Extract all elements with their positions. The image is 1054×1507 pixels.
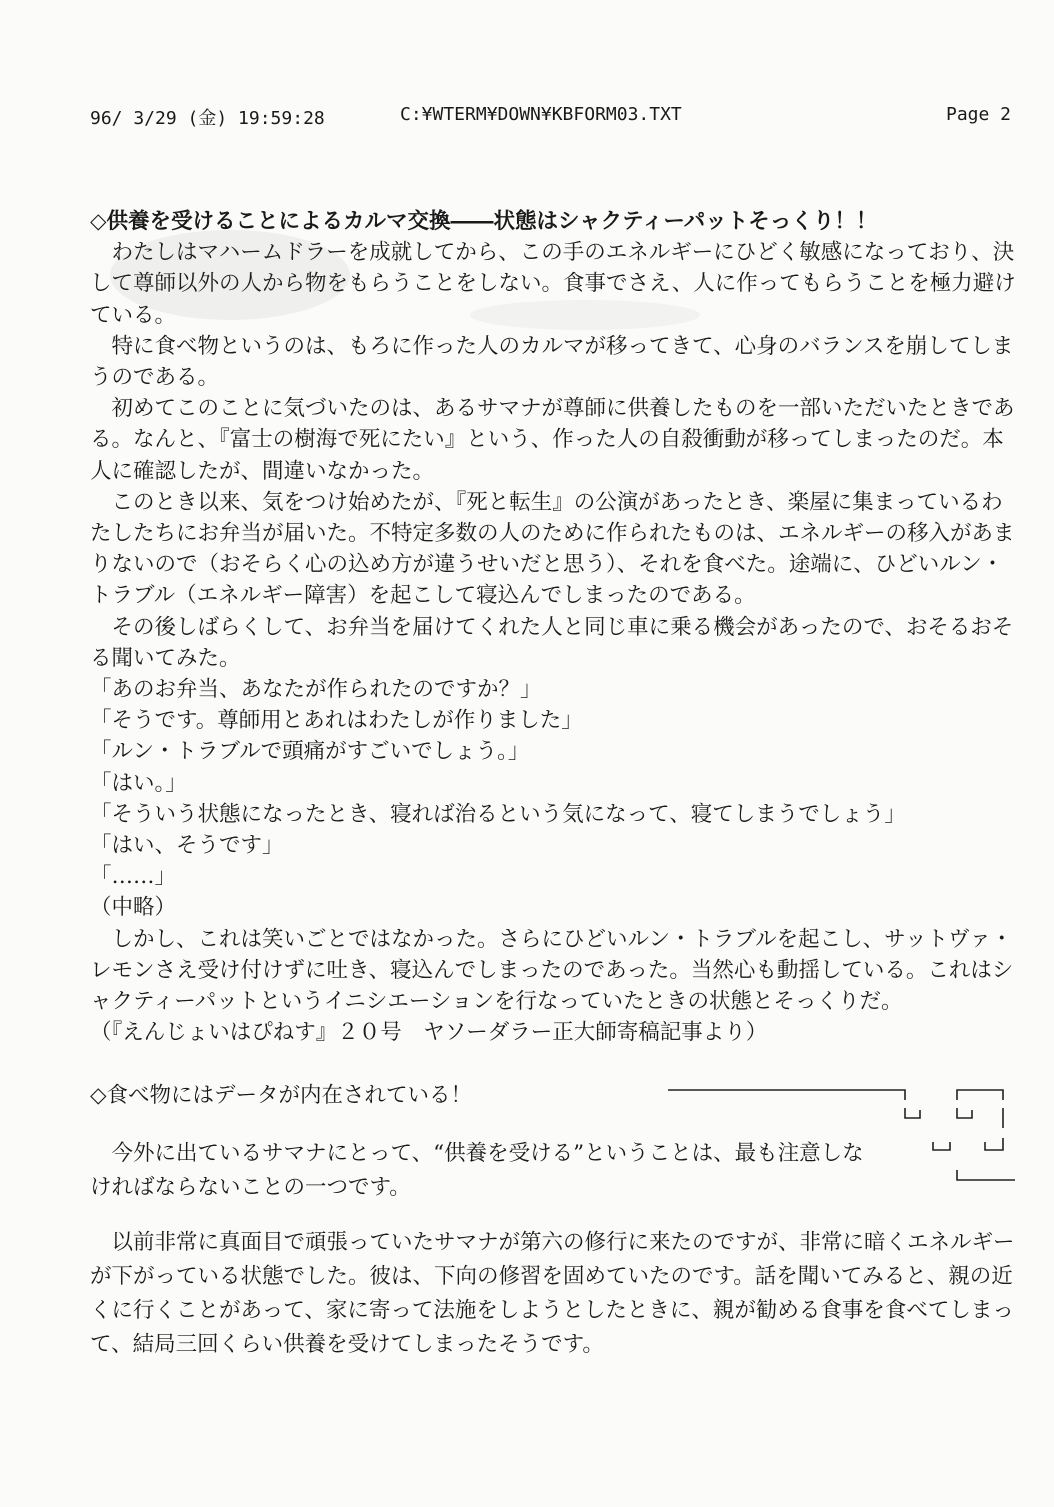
- dialogue-line: 「ルン・トラブルで頭痛がすごいでしょう。」: [90, 739, 530, 765]
- paragraph: 特に食べ物というのは、もろに作った人のカルマが移ってきて、心身のバランスを崩してしまうのである。: [90, 333, 1014, 391]
- print-date: 96/ 3/29 (金) 19:59:28: [90, 108, 325, 129]
- dialogue-line: 「そうです。尊師用とあれはわたしが作りました」: [90, 708, 583, 734]
- paragraph: わたしはマハームドラーを成就してから、この手のエネルギーにひどく敏感になっており、決して尊師以外の人から物をもらうことをしない。食事でさえ、人に作ってもらうことを極力避けている。: [90, 240, 1016, 328]
- section-heading: ◇供養を受けることによるカルマ交換――状態はシャクティーパットそっくり！！: [90, 209, 878, 234]
- omission-note: （中略）: [90, 895, 177, 921]
- file-path: C:¥WTERM¥DOWN¥KBFORM03.TXT: [400, 104, 682, 125]
- paragraph: しかし、これは笑いごとではなかった。さらにひどいルン・トラブルを起こし、サットヴァ・レモンさえ受け付けずに吐き、寝込んでしまったのであった。当然心も動揺している。これはシャクティーパットというイニシエーションを行なっていたときの状態とそっくりだ。: [90, 926, 1014, 1015]
- dialogue-line: 「はい、そうです」: [90, 833, 284, 859]
- scan-noise: [470, 300, 700, 330]
- dialogue-line: 「あのお弁当、あなたが作られたのですか？」: [90, 677, 542, 703]
- paragraph: 以前非常に真面目で頑張っていたサマナが第六の修行に来たのですが、非常に暗くエネルギーが下がっている状態でした。彼は、下向の修習を固めていたのです。話を聞いてみると、親の近くに行くことがあって、家に寄って法施をしようとしたときに、親が勧める食事を食べてしまって、結局三回くらい供養を受けてしまったそうです。: [90, 1230, 1015, 1357]
- dialogue-line: 「はい。」: [90, 770, 187, 796]
- scan-noise: [110, 230, 350, 320]
- paragraph: 今外に出ているサマナにとって、“供養を受ける”ということは、最も注意しなければならないことの一つです。: [90, 1141, 864, 1200]
- dialogue-line: 「……」: [90, 864, 177, 890]
- section-heading: ◇食べ物にはデータが内在されている！: [90, 1083, 473, 1108]
- source-citation: （『えんじょいはぴねす』２０号 ヤソーダラー正大師寄稿記事より）: [90, 1020, 768, 1046]
- paragraph: その後しばらくして、お弁当を届けてくれた人と同じ車に乗る機会があったので、おそるおそる聞いてみた。: [90, 614, 1014, 671]
- paragraph: このとき以来、気をつけ始めたが、『死と転生』の公演があったとき、楽屋に集まっているわたしたちにお弁当が届いた。不特定多数の人のために作られたものは、エネルギーの移入があまりないので（おそらく心の込め方が違うせいだと思う）、それを食べた。途端に、ひどいルン・トラブル（エネルギー障害）を起こして寝込んでしまったのである。: [90, 489, 1015, 609]
- paragraph: 初めてこのことに気づいたのは、あるサマナが尊師に供養したものを一部いただいたときである。なんと、『富士の樹海で死にたい』という、作った人の自殺衝動が移ってしまったのだ。本人に確認したが、間違いなかった。: [90, 396, 1015, 484]
- dialogue-line: 「そういう状態になったとき、寝れば治るという気になって、寝てしまうでしょう」: [90, 801, 906, 827]
- page-number: Page 2: [946, 104, 1012, 125]
